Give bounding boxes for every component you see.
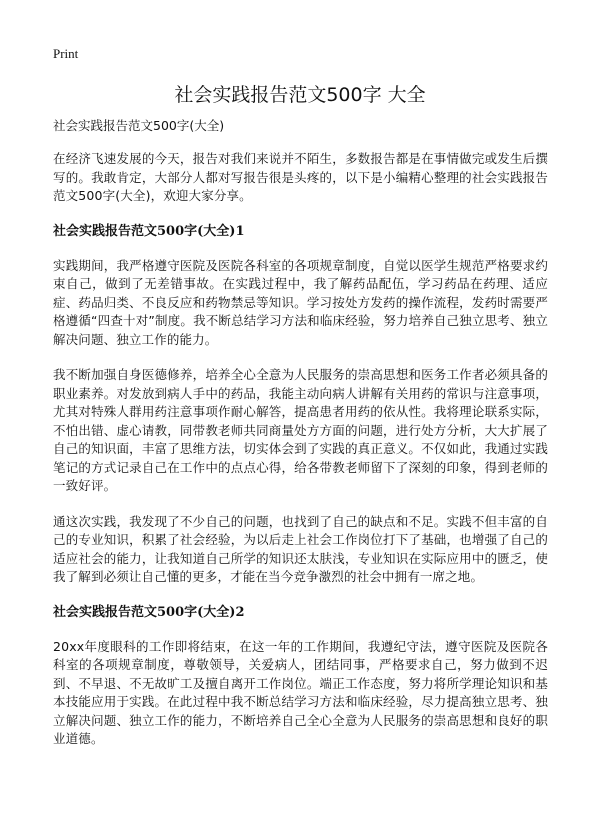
section-2-heading: 社会实践报告范文500字(大全)2 — [53, 604, 245, 620]
print-link[interactable]: Print — [53, 46, 79, 61]
article-body — [53, 116, 548, 766]
page-title: 社会实践报告范文500字 大全 — [174, 84, 426, 106]
section-1-heading: 社会实践报告范文500字(大全)1 — [53, 223, 245, 239]
section-1-paragraph-1: 实践期间，我严格遵守医院及医院各科室的各项规章制度，自觉以医学生规范严格要求约束自己，做到了无差错事故。在实践过程中，我了解药品配伍，学习药品在药理、适应症、药品归类、不良反应和药物禁忌等知识。学习按处方发药的操作流程，发药时需要严格遵循“四查十对”制度。我不断总结学习方法和临床经验，努力培养自己独立思考、独立解决问题、独立工作的能力。 — [53, 257, 548, 347]
section-1-paragraph-2: 我不断加强自身医德修养，培养全心全意为人民服务的崇高思想和医务工作者必须具备的职业素养。对发放到病人手中的药品，我能主动向病人讲解有关用药的常识与注意事项，尤其对特殊人群用药注意事项作耐心解答，提高患者用药的依从性。我将理论联系实际，不怕出错、虚心请教，同带教老师共同商量处方方面的问题，进行处方分析，大大扩展了自己的知识面，丰富了思维方法，切实体会到了实践的真正意义。不仅如此，我通过实践笔记的方式记录自己在工作中的点点心得，给各带教老师留下了深刻的印象，得到老师的一致好评。 — [53, 367, 548, 493]
section-2-paragraph-1: 20xx年度眼科的工作即将结束，在这一年的工作期间，我遵纪守法，遵守医院及医院各科室的各项规章制度，尊敬领导，关爱病人，团结同事，严格要求自己，努力做到不迟到、不早退、不无故旷工及擅自离开工作岗位。端正工作态度，努力将所学理论知识和基本技能应用于实践。在此过程中我不断总结学习方法和临床经验，尽力提高独立思考、独立解决问题、独立工作的能力，不断培养自己全心全意为人民服务的崇高思想和良好的职业道德。 — [53, 638, 548, 746]
section-1-paragraph-3: 通这次实践，我发现了不少自己的问题，也找到了自己的缺点和不足。实践不但丰富的自己的专业知识，积累了社会经验，为以后走上社会工作岗位打下了基础，也增强了自己的适应社会的能力，让我知道自己所学的知识还太肤浅，专业知识在实际应用中的匮乏，使我了解到必须让自己懂的更多，才能在当今竞争激烈的社会中拥有一席之地。 — [53, 513, 548, 584]
intro-paragraph: 在经济飞速发展的今天，报告对我们来说并不陌生，多数报告都是在事情做完或发生后撰写的。我敢肯定，大部分人都对写报告很是头疼的，以下是小编精心整理的社会实践报告范文500字(大全)，欢迎大家分享。 — [53, 151, 548, 203]
article-subtitle: 社会实践报告范文500字(大全) — [53, 118, 225, 133]
